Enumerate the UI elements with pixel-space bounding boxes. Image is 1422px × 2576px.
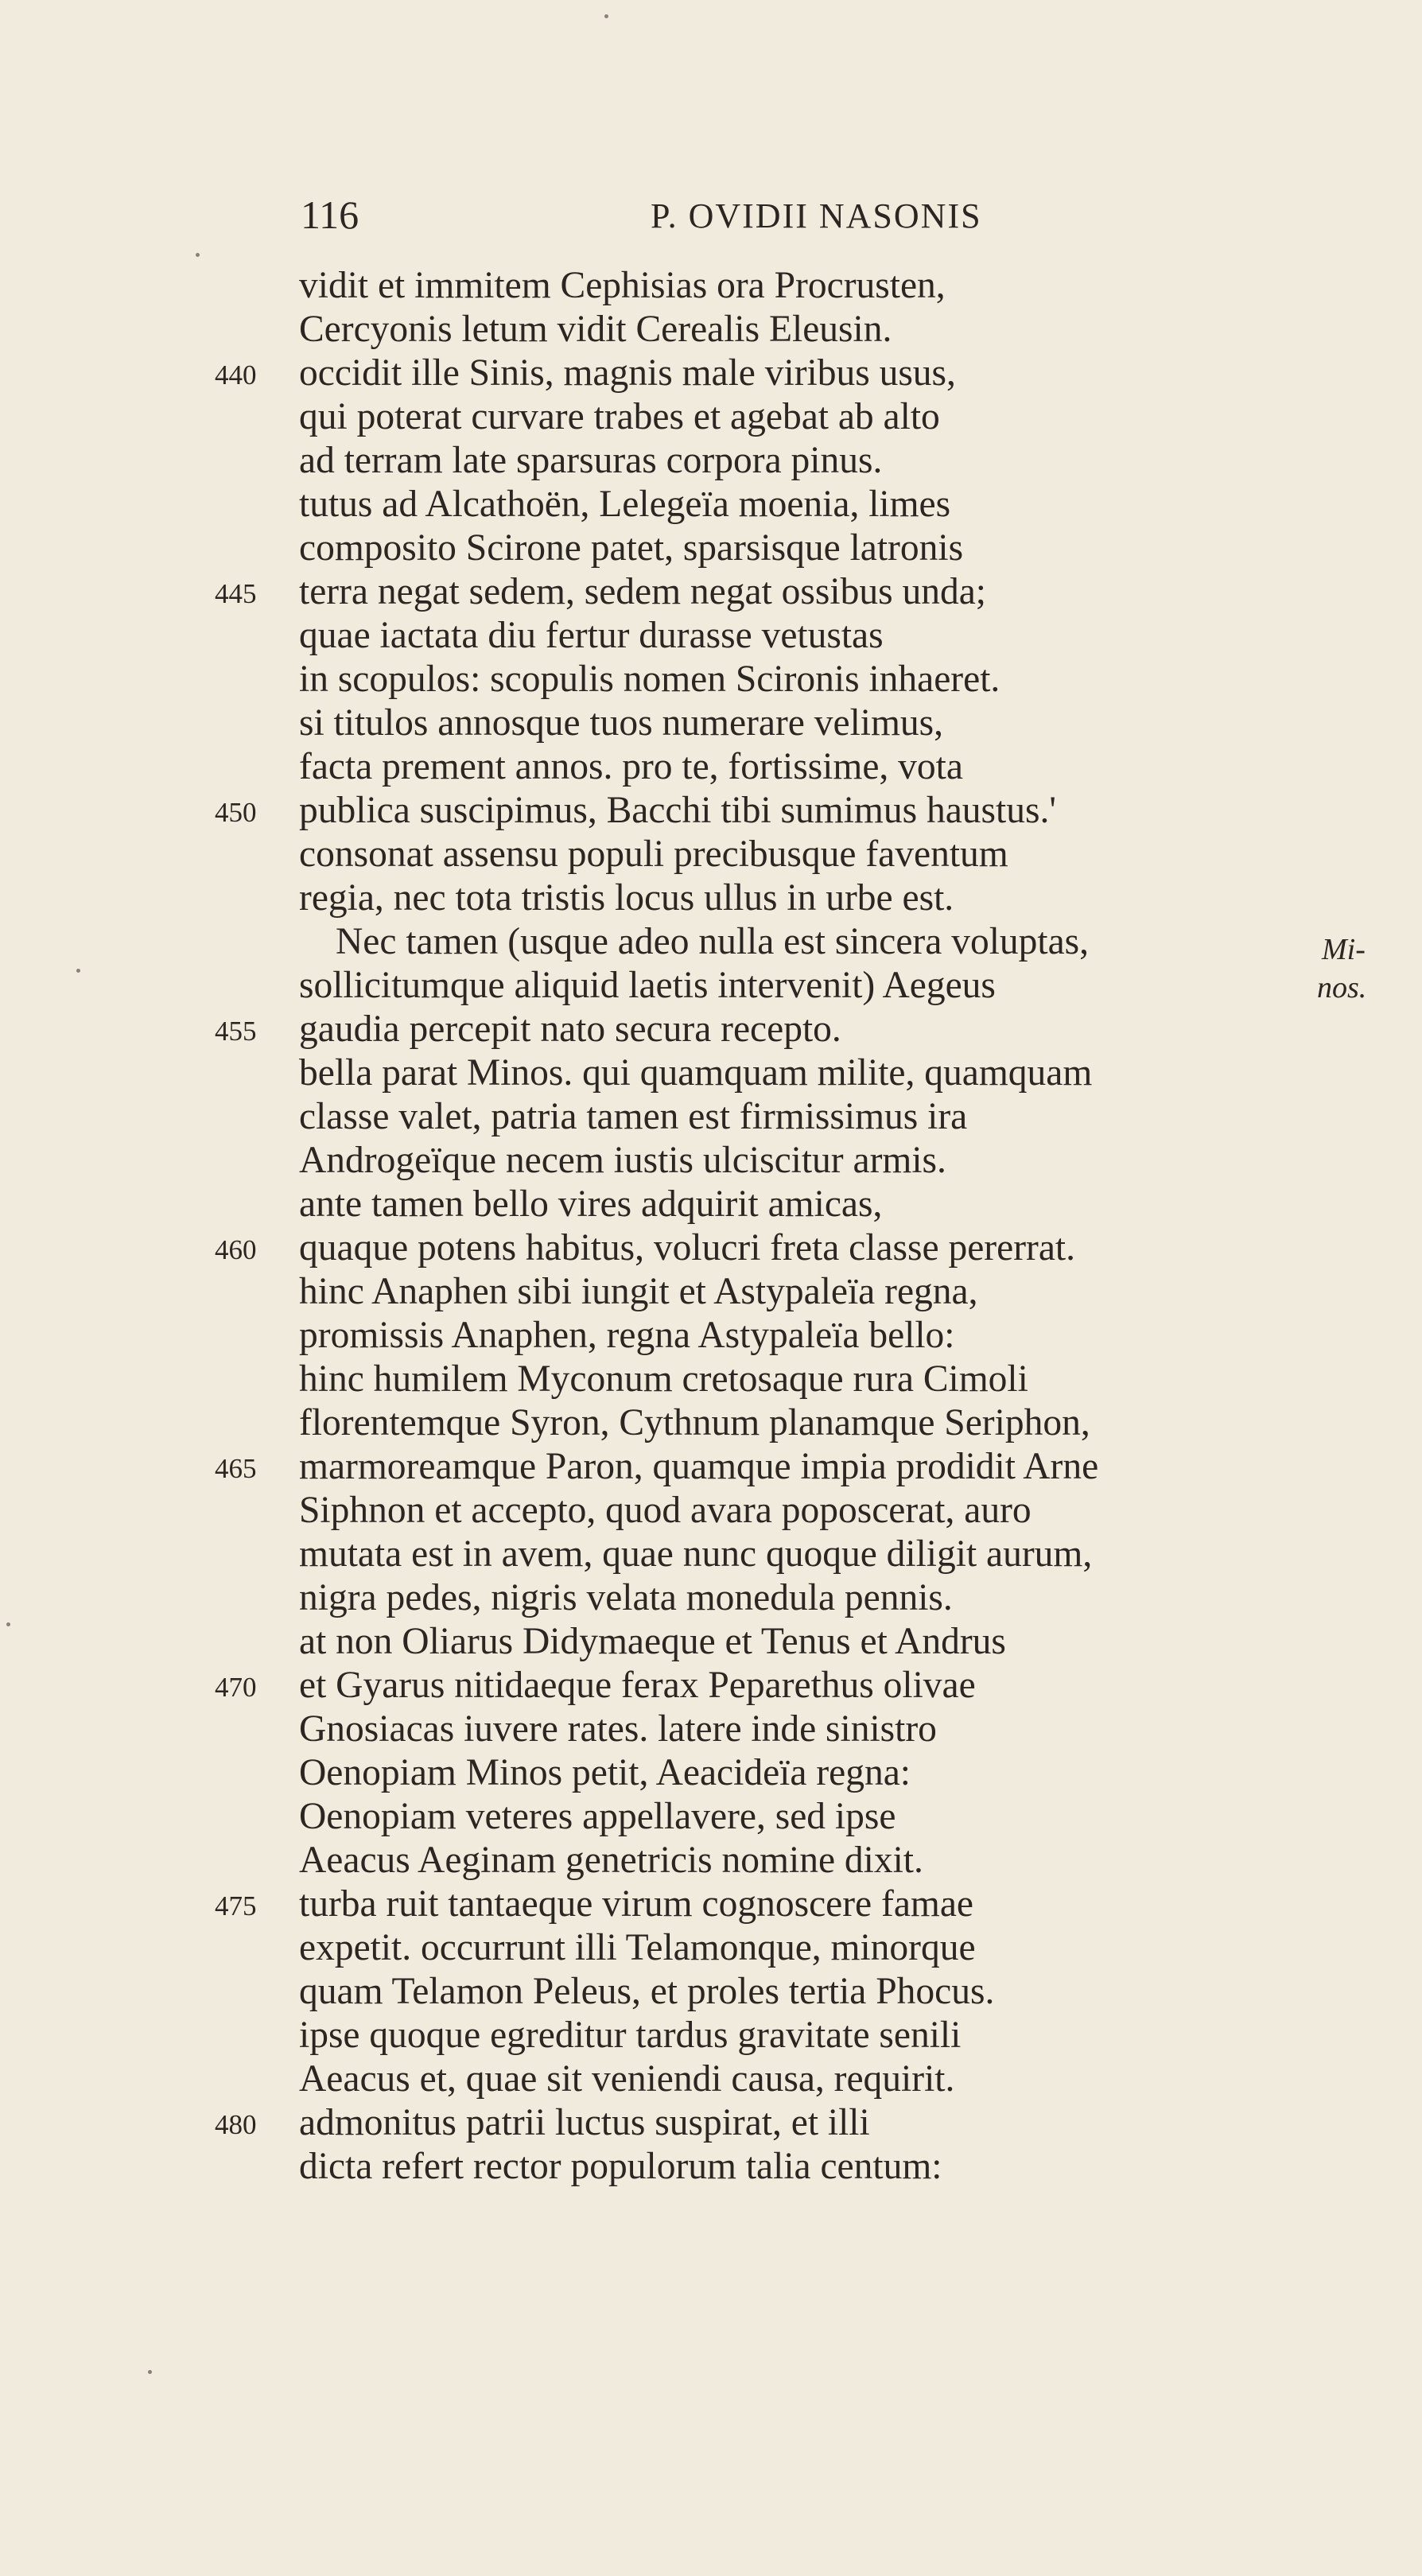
verse-line [215,833,1344,876]
verse-text: gaudia percepit nato secura recepto. [299,1008,841,1050]
verse-line [215,2101,1344,2145]
verse-line [215,701,1344,745]
verse-line [215,570,1344,614]
verse-line [215,2014,1344,2057]
verse-text: quaque potens habitus, volucri freta classe pererrat. [299,1227,1075,1269]
verse-line [215,526,1344,570]
verse-text: tutus ad Alcathoën, Lelegeïa moenia, limes [299,484,951,525]
verse-line [215,1051,1344,1095]
verse-text: composito Scirone patet, sparsisque latronis [299,527,964,569]
verse-line [215,920,1344,964]
verse-text: terra negat sedem, sedem negat ossibus unda; [299,571,986,612]
line-number: 475 [215,1890,257,1921]
verse-text: hinc humilem Myconum cretosaque rura Cimoli [299,1358,1028,1400]
verse-text: ad terram late sparsuras corpora pinus. [299,440,883,481]
verse-text: quam Telamon Peleus, et proles tertia Phocus. [299,1971,995,2012]
verse-line [215,483,1344,526]
verse-text: et Gyarus nitidaeque ferax Peparethus olivae [299,1665,976,1706]
verse-line [215,1008,1344,1051]
verse-line [215,1795,1344,1839]
verse-line [215,1489,1344,1533]
verse-text: expetit. occurrunt illi Telamonque, minorque [299,1927,976,1968]
line-number: 465 [215,1453,257,1484]
verse-text: occidit ille Sinis, magnis male viribus usus, [299,352,956,394]
page-speck [6,1622,10,1626]
verse-line [215,352,1344,395]
verse-line [215,1445,1344,1489]
verse-line [215,1358,1344,1401]
verse-line [215,1751,1344,1795]
running-title: P. OVIDII NASONIS [651,196,982,235]
verse-line [215,1664,1344,1708]
line-number: 455 [215,1016,257,1047]
verse-text: nigra pedes, nigris velata monedula pennis. [299,1577,953,1618]
verse-text: quae iactata diu fertur durasse vetustas [299,615,884,656]
line-number: 445 [215,578,257,609]
verse-text: marmoreamque Paron, quamque impia prodidit Arne [299,1446,1099,1487]
verse-text: promissis Anaphen, regna Astypaleïa bello: [299,1315,955,1356]
verse-text: at non Oliarus Didymaeque et Tenus et Andrus [299,1621,1006,1662]
line-number: 470 [215,1672,257,1703]
verse-line [215,614,1344,658]
verse-text: hinc Anaphen sibi iungit et Astypaleïa regna, [299,1271,978,1312]
verse-text: Aeacus et, quae sit veniendi causa, requirit. [299,2058,955,2100]
margin-note-line: Mi- [1322,933,1366,966]
verse-text: Androgeïque necem iustis ulciscitur armis. [299,1140,946,1181]
verse-line [215,1183,1344,1226]
verse-line [215,395,1344,439]
page-speck [196,253,200,257]
margin-note [1317,931,1367,1007]
verse-text: florentemque Syron, Cythnum planamque Seriphon, [299,1402,1090,1443]
verse-line [215,1095,1344,1139]
verse-text: Cercyonis letum vidit Cerealis Eleusin. [299,309,892,350]
verse-block [215,264,1344,2189]
verse-line [215,964,1344,1008]
verse-text: facta prement annos. pro te, fortissime, vota [299,746,963,787]
verse-text: consonat assensu populi precibusque faventum [299,833,1008,875]
verse-line [215,264,1344,308]
verse-text: ante tamen bello vires adquirit amicas, [299,1183,883,1225]
page-header [301,191,1096,247]
line-number: 480 [215,2109,257,2140]
verse-line [215,745,1344,789]
verse-text: qui poterat curvare trabes et agebat ab alto [299,396,940,437]
verse-line [215,1139,1344,1183]
verse-line [215,789,1344,833]
verse-line [215,1226,1344,1270]
page-speck [148,2370,152,2374]
verse-text: si titulos annosque tuos numerare velimus, [299,702,944,744]
line-number: 460 [215,1234,257,1265]
verse-text: vidit et immitem Cephisias ora Procrusten, [299,265,946,306]
verse-line [215,1970,1344,2014]
verse-text: mutata est in avem, quae nunc quoque diligit aurum, [299,1533,1093,1575]
verse-text: turba ruit tantaeque virum cognoscere famae [299,1883,974,1925]
verse-text: Aeacus Aeginam genetricis nomine dixit. [299,1840,923,1881]
verse-line [215,1708,1344,1751]
verse-line [215,1620,1344,1664]
page-speck [604,14,608,18]
verse-text: Oenopiam veteres appellavere, sed ipse [299,1796,896,1837]
verse-text: in scopulos: scopulis nomen Scironis inhaeret. [299,659,1000,700]
verse-line [215,2145,1344,2189]
verse-text: admonitus patrii luctus suspirat, et illi [299,2102,870,2143]
verse-text: classe valet, patria tamen est firmissimus ira [299,1096,968,1137]
verse-text: bella parat Minos. qui quamquam milite, quamquam [299,1052,1093,1094]
verse-text: Nec tamen (usque adeo nulla est sincera voluptas, [336,921,1090,962]
line-number: 450 [215,797,257,828]
verse-text: dicta refert rector populorum talia centum: [299,2146,942,2187]
verse-text: regia, nec tota tristis locus ullus in urbe est. [299,877,954,919]
verse-line [215,1533,1344,1576]
verse-text: Siphnon et accepto, quod avara poposcerat, auro [299,1490,1032,1531]
verse-text: ipse quoque egreditur tardus gravitate senili [299,2015,962,2056]
verse-line [215,2057,1344,2101]
verse-line [215,1314,1344,1358]
verse-text: sollicitumque aliquid laetis intervenit) Aegeus [299,965,996,1006]
line-number: 440 [215,359,257,390]
verse-text: Oenopiam Minos petit, Aeacideïa regna: [299,1752,911,1793]
verse-line [215,1839,1344,1882]
verse-line [215,1926,1344,1970]
verse-line [215,1270,1344,1314]
verse-line [215,308,1344,352]
verse-line [215,876,1344,920]
verse-line [215,658,1344,701]
verse-line [215,439,1344,483]
verse-line [215,1882,1344,1926]
verse-line [215,1401,1344,1445]
verse-text: Gnosiacas iuvere rates. latere inde sinistro [299,1708,937,1750]
verse-line [215,1576,1344,1620]
margin-note-line: nos. [1317,971,1367,1004]
verse-text: publica suscipimus, Bacchi tibi sumimus haustus.' [299,790,1056,831]
page-speck [76,969,80,973]
page-number: 116 [301,192,359,237]
